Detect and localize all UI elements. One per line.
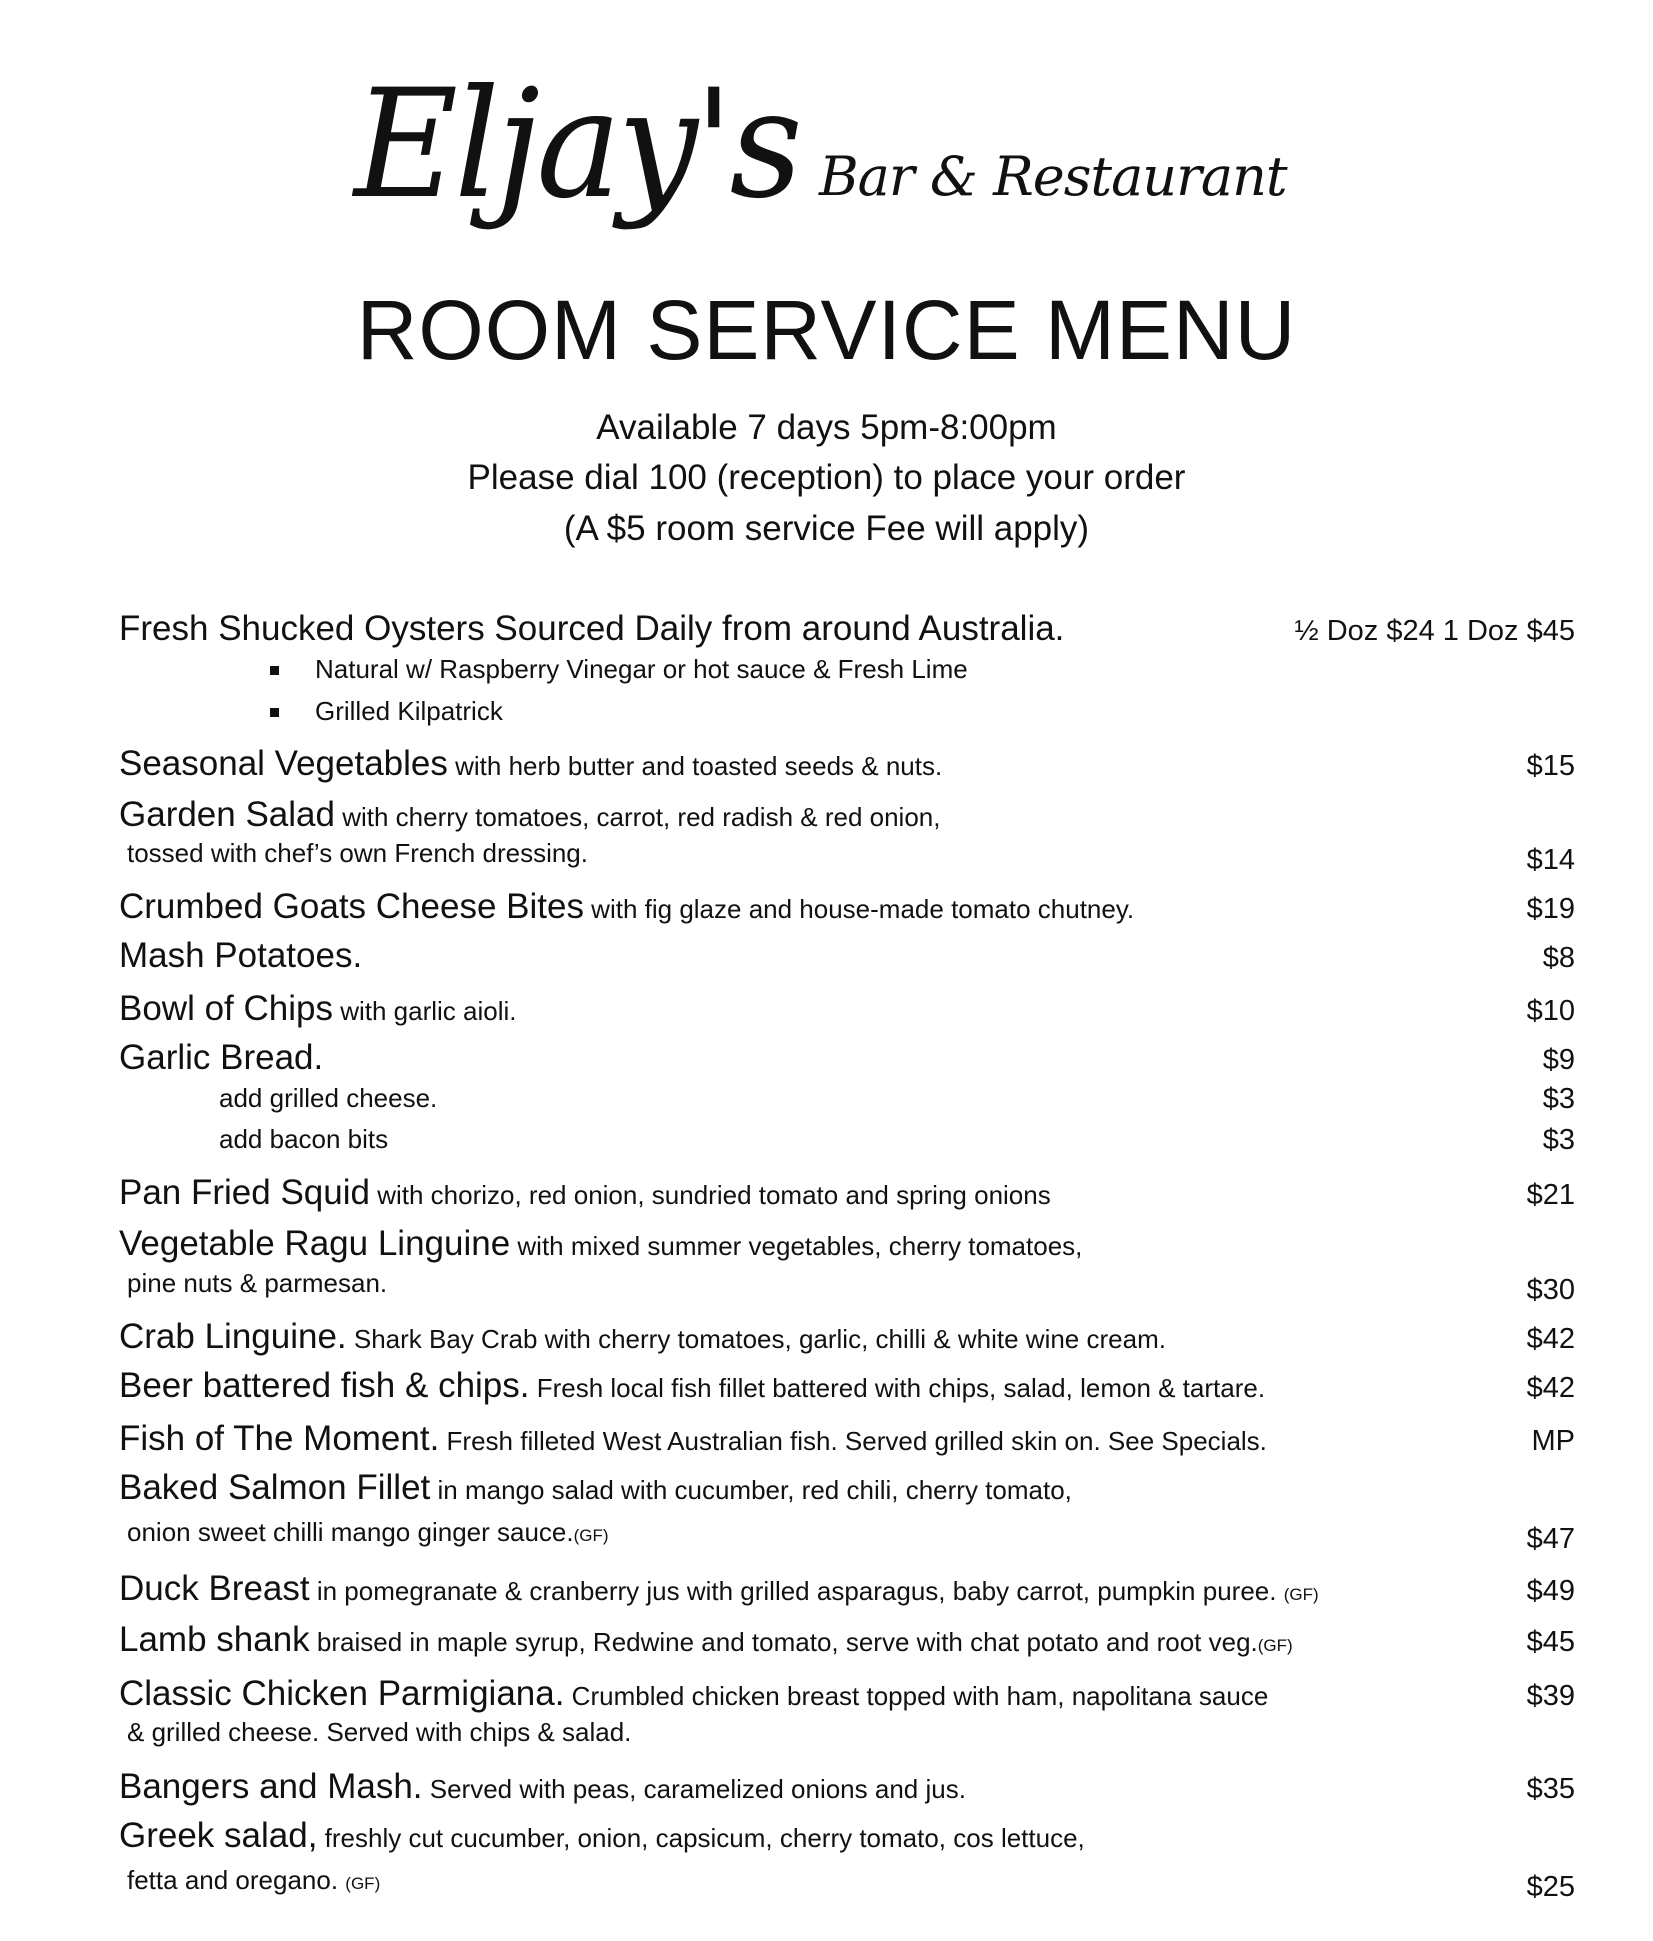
menu-item bbox=[119, 1419, 1575, 1463]
item-price: $49 bbox=[1526, 1575, 1575, 1607]
item-price: $10 bbox=[1526, 995, 1575, 1027]
menu-item-continuation bbox=[119, 1865, 1575, 1909]
item-description: braised in maple syrup, Redwine and tomato, serve with chat potato and root veg. bbox=[309, 1627, 1258, 1657]
menu-item bbox=[119, 1620, 1575, 1664]
item-price: $42 bbox=[1526, 1372, 1575, 1404]
item-price: $15 bbox=[1526, 750, 1575, 782]
item-description: Fresh filleted West Australian fish. Served grilled skin on. See Specials. bbox=[439, 1426, 1267, 1456]
item-name: Seasonal Vegetables bbox=[119, 744, 448, 783]
item-price: $3 bbox=[1542, 1124, 1575, 1156]
bullet-icon bbox=[270, 666, 279, 675]
logo-name: Eljay's bbox=[354, 58, 799, 232]
item-description: Grilled Kilpatrick bbox=[315, 696, 503, 726]
item-description: add bacon bits bbox=[219, 1124, 389, 1154]
menu-item bbox=[119, 1767, 1575, 1811]
item-description: with cherry tomatoes, carrot, red radish & red onion, bbox=[334, 802, 941, 832]
item-description: Served with peas, caramelized onions and jus. bbox=[422, 1774, 966, 1804]
item-name: Duck Breast bbox=[119, 1569, 310, 1608]
item-description: Crumbled chicken breast topped with ham, napolitana sauce bbox=[564, 1681, 1269, 1711]
item-description: with herb butter and toasted seeds & nuts. bbox=[447, 751, 943, 781]
gluten-free-tag: (GF) bbox=[1283, 1585, 1319, 1604]
gluten-free-tag: (GF) bbox=[1257, 1636, 1293, 1655]
item-price: $47 bbox=[1526, 1523, 1575, 1555]
menu-item-continuation bbox=[119, 1517, 1575, 1561]
menu-item bbox=[119, 989, 1575, 1033]
order-instructions: Please dial 100 (reception) to place your order bbox=[467, 458, 1186, 497]
item-price: $45 bbox=[1526, 1626, 1575, 1658]
item-name: Bangers and Mash. bbox=[119, 1767, 423, 1806]
item-price: $39 bbox=[1526, 1680, 1575, 1712]
item-price: ½ Doz $24 1 Doz $45 bbox=[1294, 615, 1575, 647]
item-description: freshly cut cucumber, onion, capsicum, cherry tomato, cos lettuce, bbox=[317, 1823, 1085, 1853]
menu-title: ROOM SERVICE MENU bbox=[356, 283, 1297, 377]
item-description: onion sweet chilli mango ginger sauce. bbox=[127, 1517, 574, 1547]
item-description: pine nuts & parmesan. bbox=[127, 1268, 388, 1298]
menu-item-continuation bbox=[119, 1268, 1575, 1312]
item-price: $25 bbox=[1526, 1871, 1575, 1903]
item-name: Fish of The Moment. bbox=[119, 1419, 440, 1458]
menu-addon bbox=[119, 1083, 1575, 1127]
item-description: Natural w/ Raspberry Vinegar or hot sauce & Fresh Lime bbox=[315, 654, 968, 684]
item-price: $42 bbox=[1526, 1323, 1575, 1355]
item-description: with chorizo, red onion, sundried tomato and spring onions bbox=[369, 1180, 1051, 1210]
item-description: Shark Bay Crab with cherry tomatoes, garlic, chilli & white wine cream. bbox=[346, 1324, 1166, 1354]
menu-item bbox=[119, 1569, 1575, 1613]
menu-item bbox=[119, 1038, 1575, 1082]
menu-item bbox=[119, 744, 1575, 788]
item-name: Classic Chicken Parmigiana. bbox=[119, 1674, 565, 1713]
item-name: Crab Linguine. bbox=[119, 1317, 347, 1356]
menu-item bbox=[119, 609, 1575, 653]
menu-item bbox=[119, 1224, 1575, 1268]
item-price: $8 bbox=[1542, 942, 1575, 974]
logo-tagline: Bar & Restaurant bbox=[819, 145, 1287, 208]
menu-item-continuation bbox=[119, 1717, 1575, 1761]
item-description: add grilled cheese. bbox=[219, 1083, 438, 1113]
item-name: Garden Salad bbox=[119, 795, 335, 834]
item-name: Mash Potatoes. bbox=[119, 936, 363, 975]
gluten-free-tag: (GF) bbox=[573, 1526, 609, 1545]
item-description: with fig glaze and house-made tomato chutney. bbox=[583, 894, 1135, 924]
menu-item-continuation bbox=[119, 838, 1575, 882]
menu-item bbox=[119, 936, 1575, 980]
item-name: Bowl of Chips bbox=[119, 989, 333, 1028]
bullet-icon bbox=[270, 708, 279, 717]
gluten-free-tag: (GF) bbox=[345, 1874, 381, 1893]
item-price: $9 bbox=[1542, 1044, 1575, 1076]
item-price: MP bbox=[1531, 1425, 1575, 1457]
menu-item bbox=[119, 1366, 1575, 1410]
item-description: fetta and oregano. bbox=[127, 1865, 346, 1895]
item-name: Beer battered fish & chips. bbox=[119, 1366, 530, 1405]
item-name: Greek salad, bbox=[119, 1816, 318, 1855]
item-description: & grilled cheese. Served with chips & salad. bbox=[127, 1717, 632, 1747]
item-price: $19 bbox=[1526, 893, 1575, 925]
item-price: $3 bbox=[1542, 1083, 1575, 1115]
item-description: with mixed summer vegetables, cherry tomatoes, bbox=[510, 1231, 1083, 1261]
item-name: Fresh Shucked Oysters Sourced Daily from around Australia. bbox=[119, 609, 1065, 648]
menu-option bbox=[270, 654, 1575, 698]
item-price: $21 bbox=[1526, 1179, 1575, 1211]
menu-item bbox=[119, 887, 1575, 931]
restaurant-logo bbox=[354, 58, 1384, 270]
item-price: $14 bbox=[1526, 844, 1575, 876]
menu-addon bbox=[119, 1124, 1575, 1168]
menu-item bbox=[119, 1674, 1575, 1718]
item-name: Garlic Bread. bbox=[119, 1038, 324, 1077]
item-description: Fresh local fish fillet battered with chips, salad, lemon & tartare. bbox=[529, 1373, 1266, 1403]
item-description: with garlic aioli. bbox=[332, 996, 517, 1026]
item-name: Baked Salmon Fillet bbox=[119, 1468, 431, 1507]
menu-item bbox=[119, 1816, 1575, 1860]
item-description: in mango salad with cucumber, red chili, cherry tomato, bbox=[430, 1475, 1072, 1505]
item-name: Vegetable Ragu Linguine bbox=[119, 1224, 511, 1263]
menu-item bbox=[119, 1173, 1575, 1217]
item-description: in pomegranate & cranberry jus with grilled asparagus, baby carrot, pumpkin puree. bbox=[309, 1576, 1284, 1606]
item-price: $35 bbox=[1526, 1773, 1575, 1805]
item-name: Crumbed Goats Cheese Bites bbox=[119, 887, 584, 926]
item-description: tossed with chef’s own French dressing. bbox=[127, 838, 588, 868]
menu-item bbox=[119, 795, 1575, 839]
service-fee-note: (A $5 room service Fee will apply) bbox=[563, 509, 1090, 548]
menu-item bbox=[119, 1468, 1575, 1512]
item-name: Lamb shank bbox=[119, 1620, 310, 1659]
item-name: Pan Fried Squid bbox=[119, 1173, 370, 1212]
availability-text: Available 7 days 5pm-8:00pm bbox=[596, 408, 1057, 447]
menu-option bbox=[270, 696, 1575, 740]
item-price: $30 bbox=[1526, 1274, 1575, 1306]
menu-item bbox=[119, 1317, 1575, 1361]
